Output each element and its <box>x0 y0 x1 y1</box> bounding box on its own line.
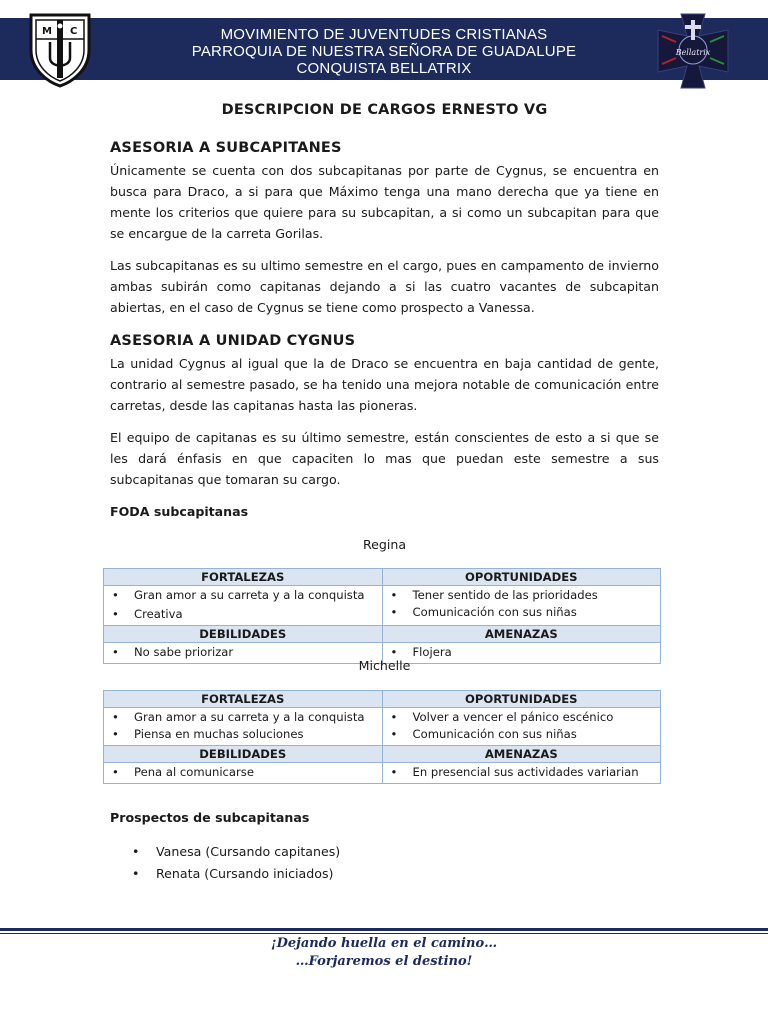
header-banner <box>0 12 768 84</box>
fortalezas-cell <box>104 586 383 626</box>
list-item: • Flojera <box>387 644 657 661</box>
footer-rule <box>0 928 768 931</box>
debilidades-header: DEBILIDADES <box>104 626 383 643</box>
list-item: • En presencial sus actividades variarian <box>387 764 657 781</box>
list-item: • Creativa <box>108 606 378 623</box>
section2-paragraph-1: La unidad Cygnus al igual que la de Draco se encuentra en baja cantidad de gente, contrario al semestre pasado, se ha tenido una mejora notable de comunicación entre carretas, desde las capitanas hasta las pioneras. <box>110 356 659 413</box>
prospects-list <box>132 841 340 885</box>
list-item: • Comunicación con sus niñas <box>387 604 657 621</box>
bellatrix-cross-icon <box>656 12 730 90</box>
header-line-3: CONQUISTA BELLATRIX <box>296 60 472 77</box>
mjc-letter-c: C <box>70 26 78 37</box>
oportunidades-header: OPORTUNIDADES <box>382 569 661 586</box>
section1-paragraph-2: Las subcapitanas es su ultimo semestre en el cargo, pues en campamento de invierno ambas subirán como capitanas dejando a si las cuatro vacantes de subcapitan abiertas, en el caso de Cygnus se tiene como prospecto a Vanessa. <box>110 258 659 315</box>
header-text <box>0 26 768 77</box>
list-item: • Gran amor a su carreta y a la conquista <box>108 587 378 604</box>
foda-table-regina <box>103 568 661 664</box>
foda-name-regina: Regina <box>362 537 407 552</box>
header-line-1: MOVIMIENTO DE JUVENTUDES CRISTIANAS <box>220 26 548 43</box>
amenazas-header: AMENAZAS <box>382 626 661 643</box>
foda-name-michelle: Michelle <box>358 658 411 673</box>
document-title: DESCRIPCION DE CARGOS ERNESTO VG <box>221 102 548 118</box>
list-item: • Vanesa (Cursando capitanes) <box>132 841 340 863</box>
header-line-2: PARROQUIA DE NUESTRA SEÑORA DE GUADALUPE <box>191 43 577 60</box>
debilidades-cell <box>104 763 383 784</box>
fortalezas-header: FORTALEZAS <box>104 691 383 708</box>
list-item: • Comunicación con sus niñas <box>387 726 657 743</box>
list-item: • Volver a vencer el pánico escénico <box>387 709 657 726</box>
foda-table-michelle <box>103 690 661 784</box>
list-item: • Tener sentido de las prioridades <box>387 587 657 604</box>
debilidades-header: DEBILIDADES <box>104 746 383 763</box>
mjc-letter-m: M <box>42 26 52 37</box>
bellatrix-logo-text: Bellatrix <box>675 48 711 57</box>
footer-motto <box>0 935 768 971</box>
list-item: • No sabe priorizar <box>108 644 378 661</box>
oportunidades-cell <box>382 708 661 746</box>
oportunidades-cell <box>382 586 661 626</box>
foda-label: FODA subcapitanas <box>110 504 249 519</box>
section-heading-subcapitanes: ASESORIA A SUBCAPITANES <box>110 140 342 156</box>
section1-paragraph-1: Únicamente se cuenta con dos subcapitanas por parte de Cygnus, se encuentra en busca para Draco, a si para que Máximo tenga una mano derecha que ya tiene en mente los criterios que quiere para su subcapitan, a si como un subcapitan para que se encargue de la carreta Gorilas. <box>110 163 659 241</box>
list-item: • Renata (Cursando iniciados) <box>132 863 340 885</box>
fortalezas-cell <box>104 708 383 746</box>
amenazas-header: AMENAZAS <box>382 746 661 763</box>
amenazas-cell <box>382 763 661 784</box>
list-item: • Pena al comunicarse <box>108 764 378 781</box>
oportunidades-header: OPORTUNIDADES <box>382 691 661 708</box>
list-item: • Piensa en muchas soluciones <box>108 726 378 743</box>
fortalezas-header: FORTALEZAS <box>104 569 383 586</box>
section-heading-cygnus: ASESORIA A UNIDAD CYGNUS <box>110 333 356 349</box>
footer-motto-line-2: …Forjaremos el destino! <box>295 954 473 969</box>
section2-paragraph-2: El equipo de capitanas es su último semestre, están conscientes de esto a si que se les dará énfasis en que capaciten lo mas que puedan este semestre a sus subcapitanas que tomaran su cargo. <box>110 430 659 487</box>
prospects-heading: Prospectos de subcapitanas <box>110 810 310 825</box>
footer-rule-thin <box>0 933 768 934</box>
footer-motto-line-1: ¡Dejando huella en el camino… <box>270 936 498 951</box>
list-item: • Gran amor a su carreta y a la conquista <box>108 709 378 726</box>
